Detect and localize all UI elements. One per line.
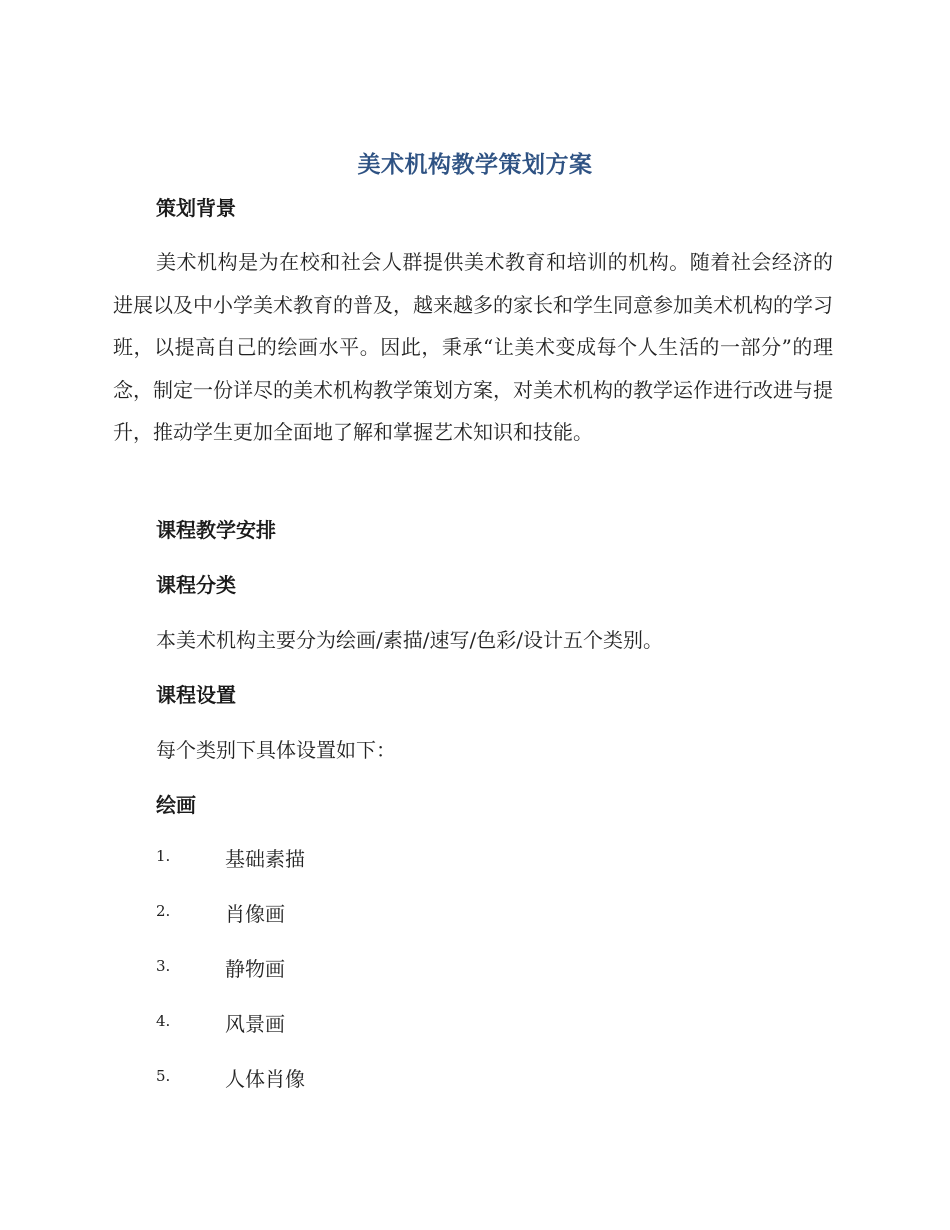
- list-item-label: 肖像画: [225, 902, 285, 926]
- heading-background: 策划背景: [156, 196, 236, 220]
- list-item-number: 1.: [156, 847, 171, 865]
- list-item-label: 静物画: [225, 957, 285, 981]
- list-item-number: 4.: [156, 1012, 171, 1030]
- heading-course-category: 课程分类: [156, 573, 236, 597]
- list-item-number: 5.: [156, 1067, 171, 1085]
- heading-course-arrangement: 课程教学安排: [156, 518, 276, 542]
- heading-course-settings: 课程设置: [156, 683, 236, 707]
- list-item-label: 风景画: [225, 1012, 285, 1036]
- category-text: 本美术机构主要分为绘画/素描/速写/色彩/设计五个类别。: [156, 628, 663, 652]
- heading-painting: 绘画: [156, 793, 196, 817]
- background-paragraph: 美术机构是为在校和社会人群提供美术教育和培训的机构。随着社会经济的进展以及中小学美术教育的普及，越来越多的家长和学生同意参加美术机构的学习班，以提高自己的绘画水平。因此，秉承“让美术变成每个人生活的一部分”的理念，制定一份详尽的美术机构教学策划方案，对美术机构的教学运作进行改进与提升，推动学生更加全面地了解和掌握艺术知识和技能。: [113, 250, 833, 444]
- document-title: 美术机构教学策划方案: [357, 152, 593, 178]
- list-item-number: 3.: [156, 957, 171, 975]
- list-item-label: 基础素描: [225, 847, 305, 871]
- list-item-label: 人体肖像: [225, 1067, 305, 1091]
- settings-text: 每个类别下具体设置如下：: [156, 738, 396, 762]
- list-item-number: 2.: [156, 902, 171, 920]
